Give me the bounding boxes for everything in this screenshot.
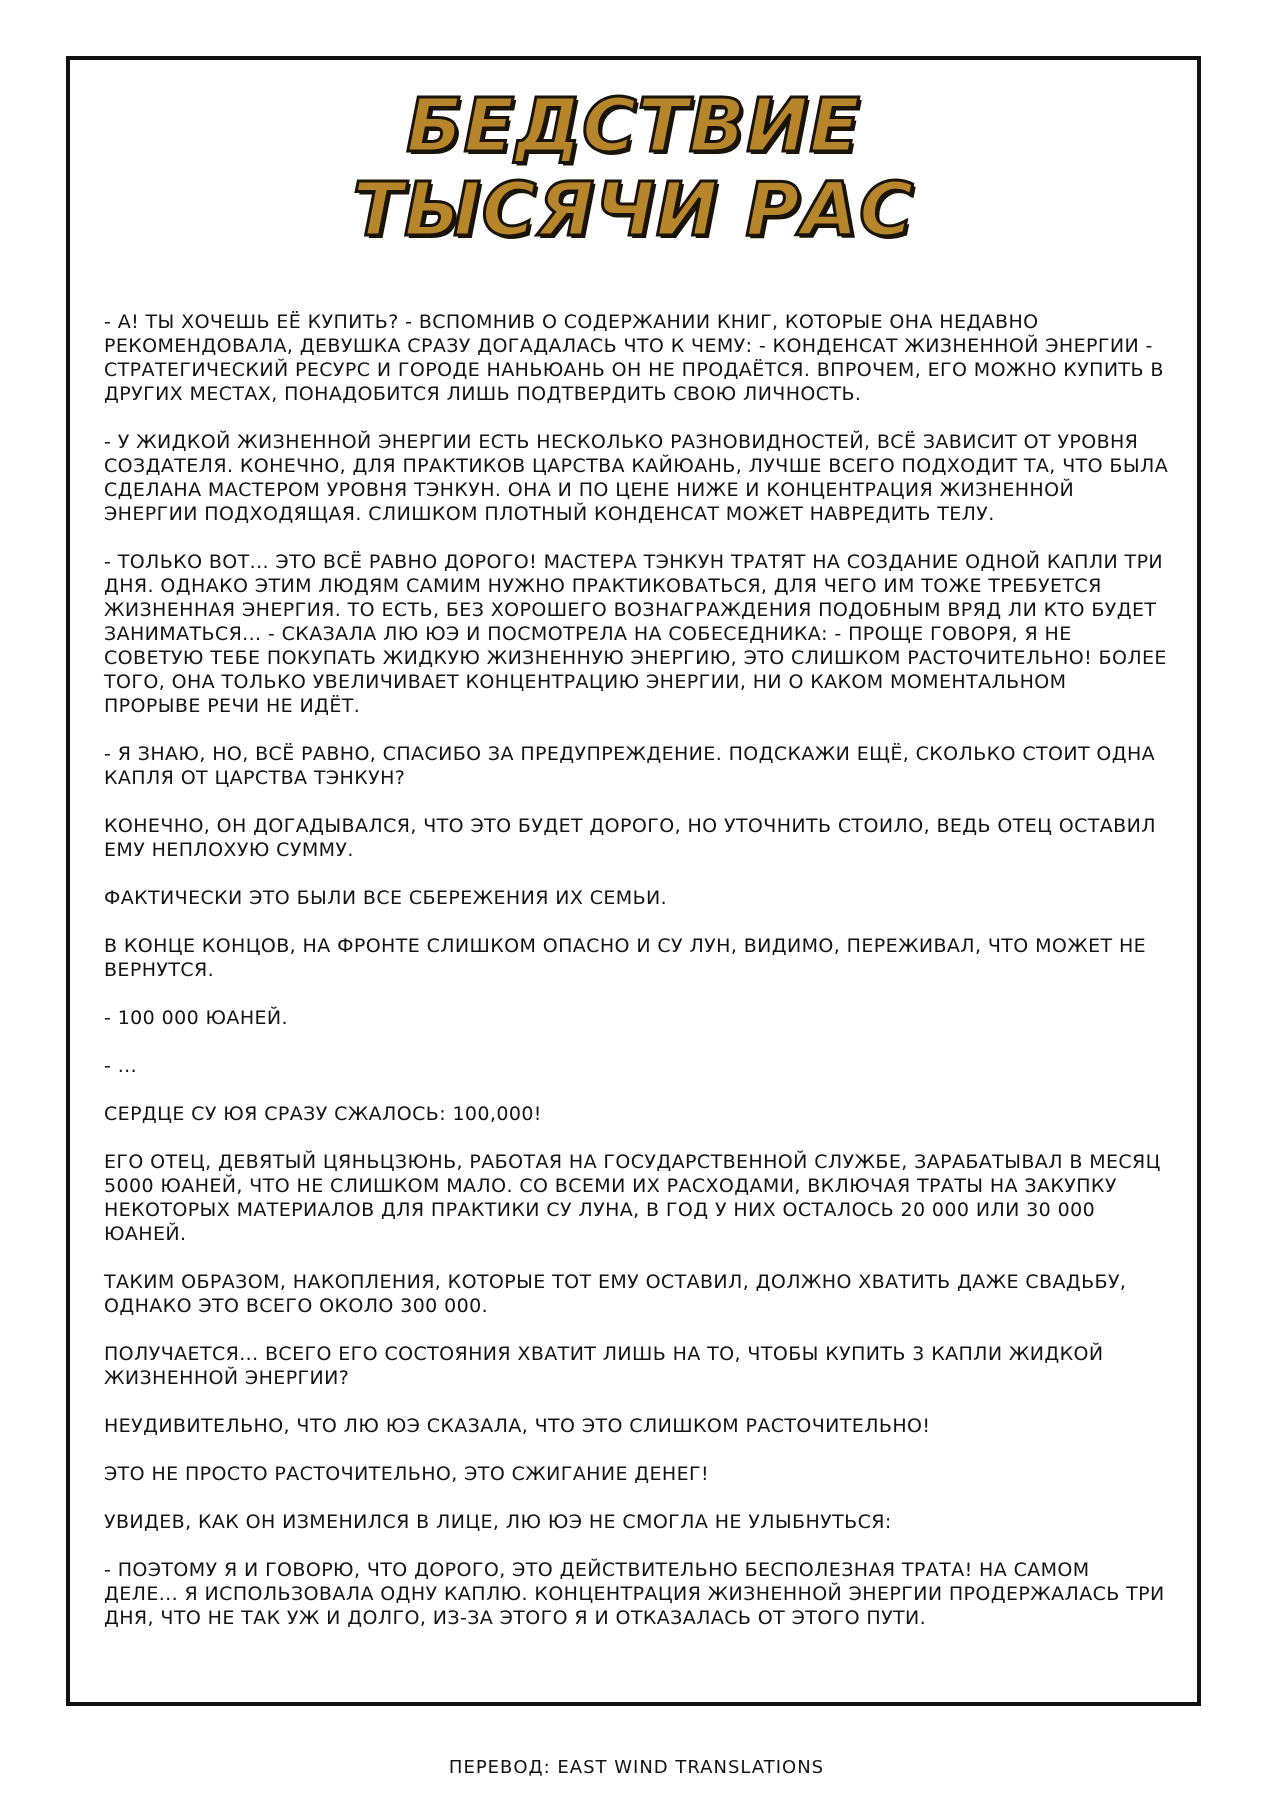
paragraph: - У ЖИДКОЙ ЖИЗНЕННОЙ ЭНЕРГИИ ЕСТЬ НЕСКОЛЬКО РАЗНОВИДНОСТЕЙ, ВСЁ ЗАВИСИТ ОТ УРОВНЯ СОЗДАТЕЛЯ. КОНЕЧНО, ДЛЯ ПРАКТИКОВ ЦАРСТВА КАЙЮАНЬ, ЛУЧШЕ ВСЕГО ПОДХОДИТ ТА, ЧТО БЫЛА СДЕЛАНА МАСТЕРОМ УРОВНЯ ТЭНКУН. ОНА И ПО ЦЕНЕ НИЖЕ И КОНЦЕНТРАЦИЯ ЖИЗНЕННОЙ ЭНЕРГИИ ПОДХОДЯЩАЯ. СЛИШКОМ ПЛОТНЫЙ КОНДЕНСАТ МОЖЕТ НАВРЕДИТЬ ТЕЛУ. (104, 431, 1169, 525)
story-text (104, 310, 1169, 1654)
paragraph: ПОЛУЧАЕТСЯ... ВСЕГО ЕГО СОСТОЯНИЯ ХВАТИТ ЛИШЬ НА ТО, ЧТОБЫ КУПИТЬ 3 КАПЛИ ЖИДКОЙ ЖИЗНЕННОЙ ЭНЕРГИИ? (104, 1343, 1104, 1389)
paragraph: ТАКИМ ОБРАЗОМ, НАКОПЛЕНИЯ, КОТОРЫЕ ТОТ ЕМУ ОСТАВИЛ, ДОЛЖНО ХВАТИТЬ ДАЖЕ СВАДЬБУ, ОДНАКО ЭТО ВСЕГО ОКОЛО 300 000. (104, 1271, 1127, 1317)
translator-credit: ПЕРЕВОД: EAST WIND TRANSLATIONS (448, 1757, 825, 1778)
paragraph: - Я ЗНАЮ, НО, ВСЁ РАВНО, СПАСИБО ЗА ПРЕДУПРЕЖДЕНИЕ. ПОДСКАЖИ ЕЩЁ, СКОЛЬКО СТОИТ ОДНА КАПЛЯ ОТ ЦАРСТВА ТЭНКУН? (104, 743, 1156, 789)
paragraph: ЭТО НЕ ПРОСТО РАСТОЧИТЕЛЬНО, ЭТО СЖИГАНИЕ ДЕНЕГ! (104, 1463, 710, 1485)
paragraph: ФАКТИЧЕСКИ ЭТО БЫЛИ ВСЕ СБЕРЕЖЕНИЯ ИХ СЕМЬИ. (104, 887, 668, 909)
paragraph: - А! ТЫ ХОЧЕШЬ ЕЁ КУПИТЬ? - ВСПОМНИВ О СОДЕРЖАНИИ КНИГ, КОТОРЫЕ ОНА НЕДАВНО РЕКОМЕНДОВАЛА, ДЕВУШКА СРАЗУ ДОГАДАЛАСЬ ЧТО К ЧЕМУ: - КОНДЕНСАТ ЖИЗНЕННОЙ ЭНЕРГИИ - СТРАТЕГИЧЕСКИЙ РЕСУРС И ГОРОДЕ НАНЬЮАНЬ ОН НЕ ПРОДАЁТСЯ. ВПРОЧЕМ, ЕГО МОЖНО КУПИТЬ В ДРУГИХ МЕСТАХ, ПОНАДОБИТСЯ ЛИШЬ ПОДТВЕРДИТЬ СВОЮ ЛИЧНОСТЬ. (104, 311, 1164, 405)
page-frame (66, 56, 1201, 1706)
paragraph: ЕГО ОТЕЦ, ДЕВЯТЫЙ ЦЯНЬЦЗЮНЬ, РАБОТАЯ НА ГОСУДАРСТВЕННОЙ СЛУЖБЕ, ЗАРАБАТЫВАЛ В МЕСЯЦ 5000 ЮАНЕЙ, ЧТО НЕ СЛИШКОМ МАЛО. СО ВСЕМИ ИХ РАСХОДАМИ, ВКЛЮЧАЯ ТРАТЫ НА ЗАКУПКУ НЕКОТОРЫХ МАТЕРИАЛОВ ДЛЯ ПРАКТИКИ СУ ЛУНА, В ГОД У НИХ ОСТАЛОСЬ 20 000 ИЛИ 30 000 ЮАНЕЙ. (104, 1151, 1161, 1245)
paragraph: - ПОЭТОМУ Я И ГОВОРЮ, ЧТО ДОРОГО, ЭТО ДЕЙСТВИТЕЛЬНО БЕСПОЛЕЗНАЯ ТРАТА! НА САМОМ ДЕЛЕ... Я ИСПОЛЬЗОВАЛА ОДНУ КАПЛЮ. КОНЦЕНТРАЦИЯ ЖИЗНЕННОЙ ЭНЕРГИИ ПРОДЕРЖАЛАСЬ ТРИ ДНЯ, ЧТО НЕ ТАК УЖ И ДОЛГО, ИЗ-ЗА ЭТОГО Я И ОТКАЗАЛАСЬ ОТ ЭТОГО ПУТИ. (104, 1559, 1165, 1629)
paragraph: - 100 000 ЮАНЕЙ. (104, 1007, 288, 1029)
paragraph: - ТОЛЬКО ВОТ... ЭТО ВСЁ РАВНО ДОРОГО! МАСТЕРА ТЭНКУН ТРАТЯТ НА СОЗДАНИЕ ОДНОЙ КАПЛИ ТРИ ДНЯ. ОДНАКО ЭТИМ ЛЮДЯМ САМИМ НУЖНО ПРАКТИКОВАТЬСЯ, ДЛЯ ЧЕГО ИМ ТОЖЕ ТРЕБУЕТСЯ ЖИЗНЕННАЯ ЭНЕРГИЯ. ТО ЕСТЬ, БЕЗ ХОРОШЕГО ВОЗНАГРАЖДЕНИЯ ПОДОБНЫМ ВРЯД ЛИ КТО БУДЕТ ЗАНИМАТЬСЯ... - СКАЗАЛА ЛЮ ЮЭ И ПОСМОТРЕЛА НА СОБЕСЕДНИКА: - ПРОЩЕ ГОВОРЯ, Я НЕ СОВЕТУЮ ТЕБЕ ПОКУПАТЬ ЖИДКУЮ ЖИЗНЕННУЮ ЭНЕРГИЮ, ЭТО СЛИШКОМ РАСТОЧИТЕЛЬНО! БОЛЕЕ ТОГО, ОНА ТОЛЬКО УВЕЛИЧИВАЕТ КОНЦЕНТРАЦИЮ ЭНЕРГИИ, НИ О КАКОМ МОМЕНТАЛЬНОМ ПРОРЫВЕ РЕЧИ НЕ ИДЁТ. (104, 551, 1167, 717)
paragraph: СЕРДЦЕ СУ ЮЯ СРАЗУ СЖАЛОСЬ: 100,000! (104, 1103, 542, 1125)
title-line-1: БЕДСТВИЕ (406, 83, 861, 169)
paragraph: КОНЕЧНО, ОН ДОГАДЫВАЛСЯ, ЧТО ЭТО БУДЕТ ДОРОГО, НО УТОЧНИТЬ СТОИЛО, ВЕДЬ ОТЕЦ ОСТАВИЛ ЕМУ НЕПЛОХУЮ СУММУ. (104, 815, 1156, 861)
title-line-2: ТЫСЯЧИ РАС (352, 167, 915, 253)
title-logo (70, 84, 1197, 252)
paragraph: НЕУДИВИТЕЛЬНО, ЧТО ЛЮ ЮЭ СКАЗАЛА, ЧТО ЭТО СЛИШКОМ РАСТОЧИТЕЛЬНО! (104, 1415, 931, 1437)
paragraph: - ... (104, 1055, 138, 1077)
paragraph: В КОНЦЕ КОНЦОВ, НА ФРОНТЕ СЛИШКОМ ОПАСНО И СУ ЛУН, ВИДИМО, ПЕРЕЖИВАЛ, ЧТО МОЖЕТ НЕ ВЕРНУТСЯ. (104, 935, 1147, 981)
paragraph: УВИДЕВ, КАК ОН ИЗМЕНИЛСЯ В ЛИЦЕ, ЛЮ ЮЭ НЕ СМОГЛА НЕ УЛЫБНУТЬСЯ: (104, 1511, 892, 1533)
